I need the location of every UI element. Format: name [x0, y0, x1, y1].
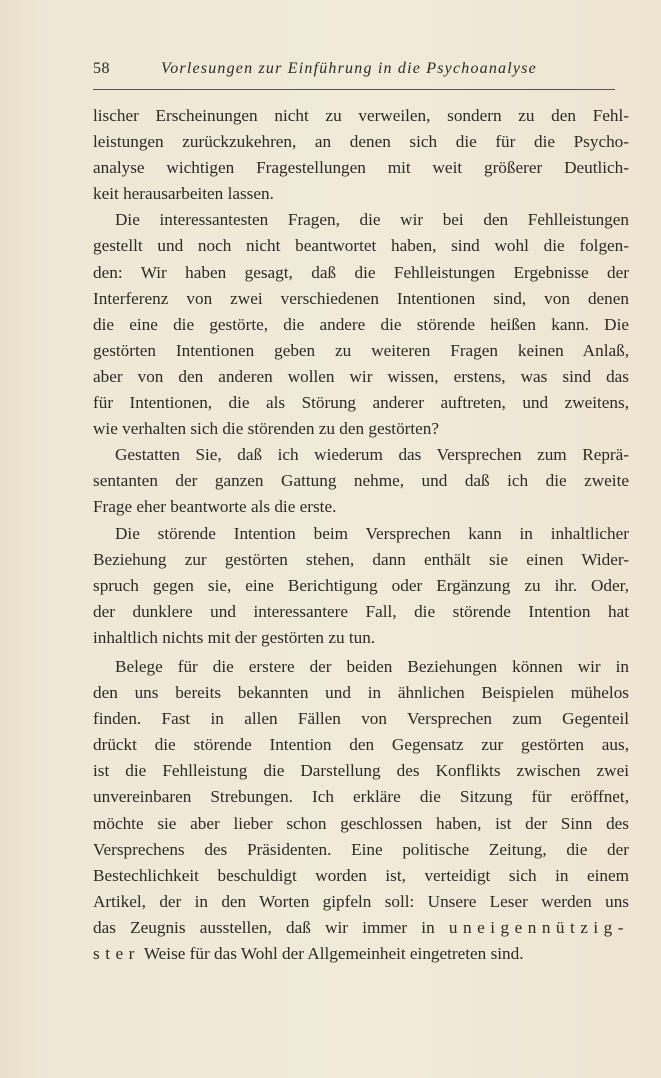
text-line: Versprechens des Präsidenten. Eine politische Zeitung, die der	[93, 839, 629, 859]
text-line: die eine die gestörte, die andere die störende heißen kann. Die	[93, 314, 629, 334]
text-line: analyse wichtigen Fragestellungen mit weit größerer Deutlich-	[93, 158, 629, 178]
text-line: lischer Erscheinungen nicht zu verweilen, sondern zu den Fehl-	[93, 106, 629, 125]
text-line: wie verhalten sich die störenden zu den gestörten?	[93, 419, 440, 439]
text-line: sentanten der ganzen Gattung nehme, und daß ich die zweite	[93, 471, 629, 491]
text-segment: das Zeugnis ausstellen, daß wir immer in	[93, 917, 449, 937]
text-line: der dunklere und interessantere Fall, die störende Intention hat	[93, 601, 629, 621]
text-line: Artikel, der in den Worten gipfeln soll: Unsere Leser werden uns	[93, 891, 629, 911]
text-line: Die störende Intention beim Versprechen kann in inhaltlicher	[115, 523, 629, 543]
text-line: Die interessantesten Fragen, die wir bei den Fehlleistungen	[115, 210, 629, 230]
text-line: ist die Fehlleistung die Darstellung des Konflikts zwischen zwei	[93, 761, 629, 781]
paragraph	[93, 207, 629, 442]
text-line: drückt die störende Intention den Gegensatz zur gestörten aus,	[93, 735, 629, 755]
text-line: gestellt und noch nicht beantwortet haben, sind wohl die folgen-	[93, 236, 629, 256]
text-line: inhaltlich nichts mit der gestörten zu tun.	[93, 627, 376, 647]
body-text	[93, 103, 629, 967]
text-line	[93, 915, 629, 941]
text-line: keit herausarbeiten lassen.	[93, 184, 274, 204]
text-line: Gestatten Sie, daß ich wiederum das Versprechen zum Reprä-	[115, 445, 629, 465]
paragraph	[93, 521, 629, 651]
paragraph	[93, 654, 629, 967]
text-line: aber von den anderen wollen wir wissen, erstens, was sind das	[93, 366, 629, 386]
text-line: Beziehung zur gestörten stehen, dann enthält sie einen Wider-	[93, 549, 629, 569]
text-line: unvereinbaren Strebungen. Ich erkläre die Sitzung für eröffnet,	[93, 787, 629, 807]
text-line: gestörten Intentionen geben zu weiteren Fragen keinen Anlaß,	[93, 340, 629, 360]
paragraph	[93, 442, 629, 520]
text-line: Belege für die erstere der beiden Beziehungen können wir in	[115, 656, 629, 676]
text-line: für Intentionen, die als Störung anderer auftreten, und zweitens,	[93, 393, 629, 413]
text-line: finden. Fast in allen Fällen von Versprechen zum Gegenteil	[93, 709, 629, 729]
running-title: Vorlesungen zur Einführung in die Psychoanalyse	[161, 60, 537, 77]
text-line: spruch gegen sie, eine Berichtigung oder Ergänzung zu ihr. Oder,	[93, 575, 629, 595]
header-rule	[93, 89, 615, 90]
page-header	[93, 60, 615, 84]
text-line	[93, 941, 629, 967]
text-line: den uns bereits bekannten und in ähnlichen Beispielen mühelos	[93, 683, 629, 703]
text-line: den: Wir haben gesagt, daß die Fehlleistungen Ergebnisse der	[93, 262, 629, 282]
text-line: leistungen zurückzukehren, an denen sich die für die Psycho-	[93, 132, 629, 152]
text-segment: Weise für das Wohl der Allgemeinheit eingetreten sind.	[139, 944, 524, 963]
paragraph	[93, 103, 629, 207]
spaced-emphasis: uneigennützig-	[448, 917, 629, 937]
text-line: Frage eher beantworte als die erste.	[93, 497, 337, 517]
text-line: möchte sie aber lieber schon geschlossen haben, ist der Sinn des	[93, 813, 629, 833]
text-line: Interferenz von zwei verschiedenen Intentionen sind, von denen	[93, 288, 629, 308]
text-line: Bestechlichkeit beschuldigt worden ist, verteidigt sich in einem	[93, 865, 629, 885]
page-number: 58	[93, 60, 110, 77]
spaced-emphasis: ster	[93, 944, 140, 963]
